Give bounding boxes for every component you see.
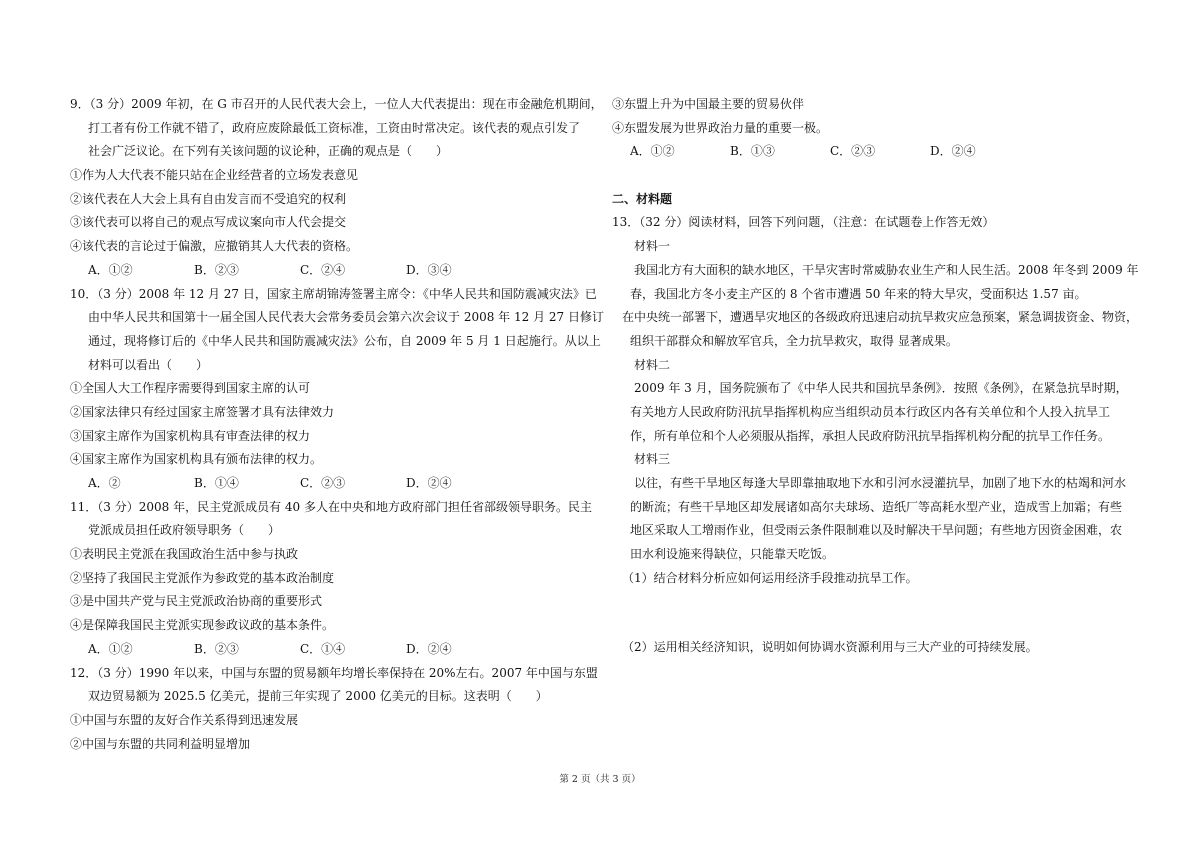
choice-c[interactable]: C．①④ [300,641,346,656]
material-2-line: 2009 年 3 月，国务院颁布了《中华人民共和国抗旱条例》．按照《条例》，在紧急抗旱时期， [634,381,1128,396]
answer-choices [70,638,600,662]
right-column [612,93,1142,660]
spacer [612,164,1142,188]
question-13 [612,211,1142,660]
statement-option: ②国家法律只有经过国家主席签署才具有法律效力 [70,404,335,419]
statement-option: ④东盟发展为世界政治力量的重要一极。 [612,120,829,135]
statement-option: ①表明民主党派在我国政治生活中参与执政 [70,547,299,562]
statement-option: ③是中国共产党与民主党派政治协商的重要形式 [70,594,323,609]
choice-d[interactable]: D．②④ [406,641,452,656]
material-3-line: 地区采取人工增雨作业，但受雨云条件限制难以及时解决干旱问题；有些地方因资金困难，农 [630,523,1123,538]
material-1-title: 材料一 [634,239,671,254]
question-11-stem-line: 11．（3 分）2008 年，民主党派成员有 40 多人在中央和地方政府部门担任省部级领导职务。民主 [70,499,592,514]
answer-space [612,590,1142,636]
question-9-stem-line: 社会广泛议论。在下列有关该问题的议论种，正确的观点是（ ） [88,144,449,159]
material-3-line: 田水利设施来得缺位，只能靠天吃饭。 [630,547,835,562]
choice-d[interactable]: D．③④ [406,262,452,277]
question-10-stem-line: 由中华人民共和国第十一届全国人民代表大会常务委员会第六次会议于 2008 年 12 月 27 日修订 [88,310,604,325]
material-2-line: 有关地方人民政府防汛抗旱指挥机构应当组织动员本行政区内各有关单位和个人投入抗旱工 [630,404,1111,419]
question-9-stem-line: 9．（3 分）2009 年初，在 G 市召开的人民代表大会上，一位人大代表提出：现在市金融危机期间， [70,97,603,111]
material-1-line: 组织干部群众和解放军官兵，全力抗旱救灾，取得 显著成果。 [630,333,958,348]
question-10-stem-line: 通过，现将修订后的《中华人民共和国防震减灾法》公布，自 2009 年 5 月 1 日起施行。从以上 [88,333,601,348]
statement-option: ①作为人大代表不能只站在企业经营者的立场发表意见 [70,168,359,183]
material-3-title: 材料三 [634,452,671,467]
statement-option: ④该代表的言论过于偏激，应撤销其人大代表的资格。 [70,239,359,254]
question-9 [70,93,603,283]
question-10-stem-line: 10．（3 分）2008 年 12 月 27 日，国家主席胡锦涛签署主席令：《中华人民共和国防震减灾法》已 [70,286,597,301]
material-3-line: 以往，有些干旱地区每逢大旱即靠抽取地下水和引河水浸灌抗旱，加剧了地下水的枯竭和河水 [634,476,1127,490]
material-1-line: 在中央统一部署下，遭遇旱灾地区的各级政府迅速启动抗旱救灾应急预案，紧急调拔资金、物资， [622,310,1139,325]
choice-b[interactable]: B．②③ [194,641,239,656]
answer-choices [70,259,600,283]
question-13-stem: 13．（32 分）阅读材料，回答下列问题，（注意：在试题卷上作答无效） [612,215,995,230]
choice-a[interactable]: A．①② [88,262,133,277]
sub-question-1: （1）结合材料分析应如何运用经济手段推动抗旱工作。 [622,570,918,585]
statement-option: ④国家主席作为国家机构具有颁布法律的权力。 [70,452,323,467]
question-12 [70,662,600,757]
page-footer: 第 2 页（共 3 页） [559,774,641,785]
statement-option: ④是保障我国民主党派实现参政议政的基本条件。 [70,618,335,633]
question-12-stem-line: 双边贸易额为 2025.5 亿美元，提前三年实现了 2000 亿美元的目标。这表明（ ） [88,689,548,704]
choice-d[interactable]: D．②④ [406,476,452,490]
material-3-line: 的断流；有些干旱地区却发展诸如高尔夫球场、造纸厂等高耗水型产业，造成雪上加霜；有些 [630,499,1123,514]
choice-a[interactable]: A．①② [88,641,133,656]
question-10-stem-line: 材料可以看出（ ） [88,357,209,372]
question-11-stem-line: 党派成员担任政府领导职务（ ） [88,523,281,538]
statement-option: ②该代表在人大会上具有自由发言而不受追究的权利 [70,191,347,206]
sub-question-2: （2）运用相关经济知识，说明如何协调水资源利用与三大产业的可持续发展。 [622,640,1038,655]
choice-a[interactable]: A．①② [630,144,675,159]
choice-c[interactable]: C．②④ [300,262,346,277]
material-1-line: 春，我国北方冬小麦主产区的 8 个省市遭遇 50 年来的特大旱灾，受面积达 1.57 亩。 [630,286,1087,301]
choice-a[interactable]: A．② [88,476,121,490]
material-2-title: 材料二 [634,357,671,372]
question-9-stem-line: 打工者有份工作就不错了，政府应废除最低工资标准，工资由时常决定。该代表的观点引发了 [88,120,581,135]
material-1-line: 我国北方有大面积的缺水地区，干旱灾害时常威胁农业生产和人民生活。2008 年冬到 2009 年 [634,262,1139,277]
choice-d[interactable]: D．②④ [930,144,976,159]
question-10 [70,283,604,496]
left-column [70,93,604,756]
choice-c[interactable]: C．②③ [300,476,346,490]
answer-choices [612,140,1142,164]
statement-option: ①全国人大工作程序需要得到国家主席的认可 [70,381,311,396]
statement-option: ③该代表可以将自己的观点写成议案向市人代会提交 [70,215,347,230]
statement-option: ②坚持了我国民主党派作为参政党的基本政治制度 [70,570,335,585]
statement-option: ②中国与东盟的共同利益明显增加 [70,736,251,751]
choice-c[interactable]: C．②③ [830,144,876,159]
statement-option: ③东盟上升为中国最主要的贸易伙伴 [612,97,805,111]
question-11 [70,496,600,662]
choice-b[interactable]: B．①③ [730,144,775,159]
question-12-stem-line: 12．（3 分）1990 年以来，中国与东盟的贸易额年均增长率保持在 20%左右。2007 年中国与东盟 [70,665,598,680]
material-2-line: 作，所有单位和个人必须服从指挥，承担人民政府防汛抗旱指挥机构分配的抗旱工作任务。 [630,428,1111,443]
answer-choices [70,472,600,496]
question-12-continued [612,93,1142,164]
statement-option: ③国家主席作为国家机构具有审查法律的权力 [70,428,311,443]
statement-option: ①中国与东盟的友好合作关系得到迅速发展 [70,712,299,727]
choice-b[interactable]: B．②③ [194,262,239,277]
section-title: 二、材料题 [612,191,673,206]
choice-b[interactable]: B．①④ [194,476,239,490]
